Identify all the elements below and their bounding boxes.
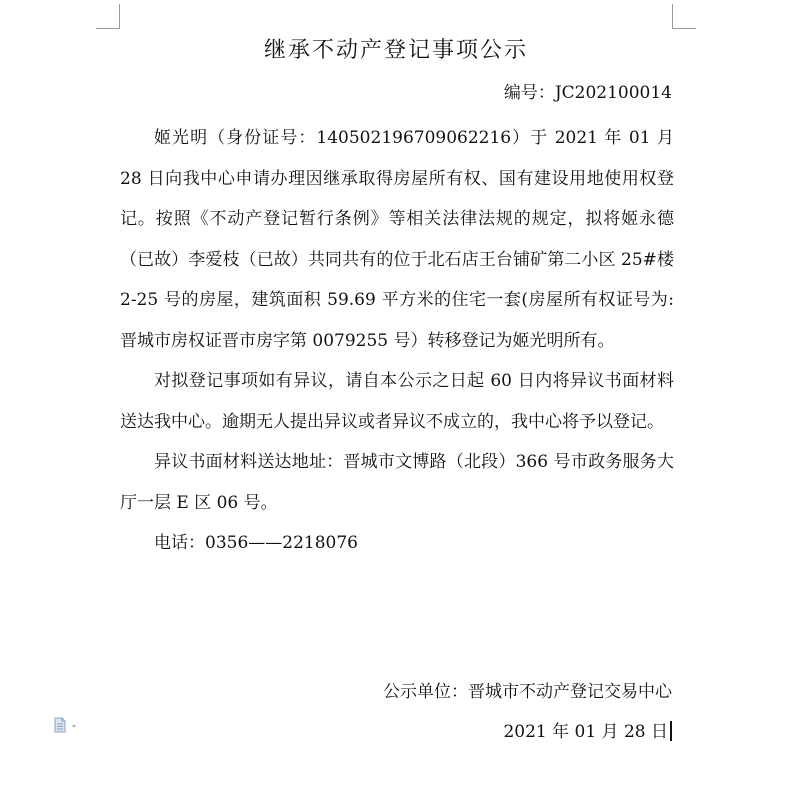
- date-line[interactable]: [503, 721, 672, 743]
- crop-mark-left-horizontal: [96, 28, 120, 29]
- crop-mark-right-vertical: [672, 4, 673, 29]
- crop-mark-right-horizontal: [672, 28, 696, 29]
- date-text[interactable]: 2021 年 01 月 28 日: [503, 722, 668, 742]
- paragraph-phone[interactable]: 电话：0356——2218076: [154, 533, 358, 553]
- document-body[interactable]: [120, 118, 674, 564]
- paragraph-main[interactable]: 姬光明（身份证号：140502196709062216）于 2021 年 01 月 28 日向我中心申请办理因继承取得房屋所有权、国有建设用地使用权登记。按照《不动产登记暂行条例》等相关法律法规的规定，拟将姬永德（已故）李爱枝（已故）共同共有的位于北石店王台铺矿第二小区 25#楼 2-25 号的房屋，建筑面积 59.69 平方米的住宅一套(房屋所有权证号为:晋城市房权证晋市房字第 0079255 号）转移登记为姬光明所有。: [120, 128, 674, 351]
- paragraph-address[interactable]: 异议书面材料送达地址：晋城市文博路（北段）366 号市政务服务大厅一层 E 区 06 号。: [120, 452, 674, 513]
- crop-mark-left-vertical: [119, 4, 120, 29]
- document-number[interactable]: 编号：JC202100014: [503, 83, 672, 103]
- text-cursor: [670, 721, 672, 741]
- document-title[interactable]: 继承不动产登记事项公示: [263, 38, 528, 63]
- publisher-line[interactable]: 公示单位：晋城市不动产登记交易中心: [383, 682, 672, 702]
- paragraph-objection[interactable]: 对拟登记事项如有异议，请自本公示之日起 60 日内将异议书面材料送达我中心。逾期无人提出异议或者异议不成立的，我中心将予以登记。: [120, 371, 674, 432]
- document-options-icon[interactable]: [54, 717, 80, 733]
